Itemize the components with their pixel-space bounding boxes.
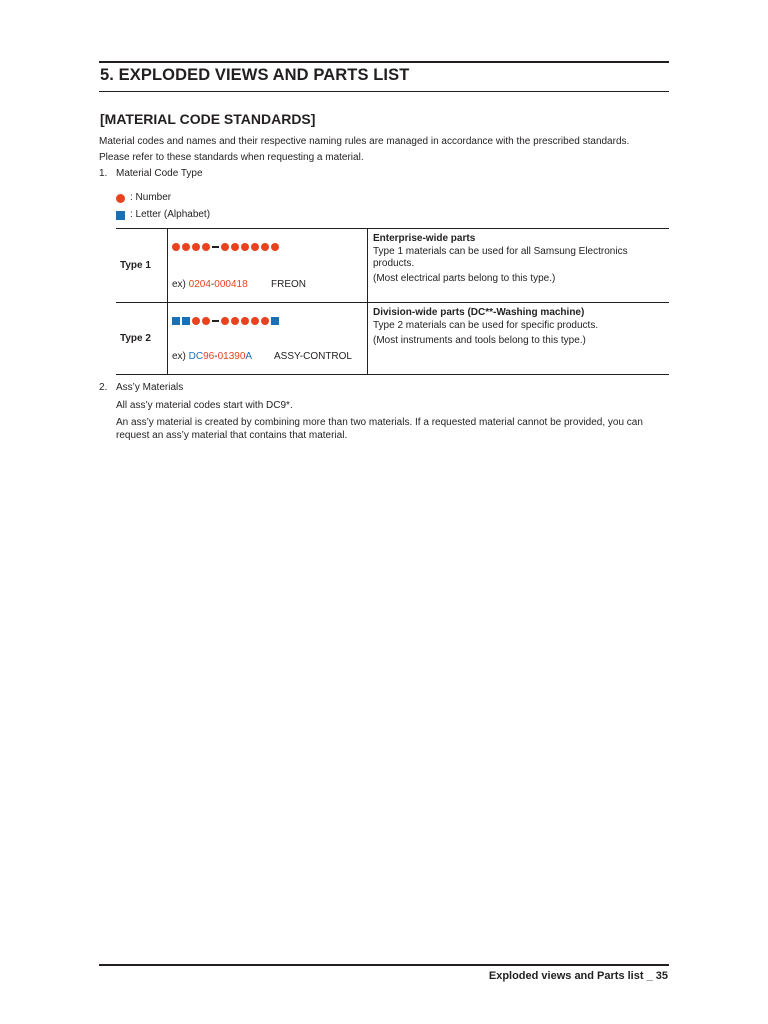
example-prefix: ex) — [172, 351, 189, 362]
type2-code-cell — [168, 303, 368, 375]
number-dot-icon — [271, 243, 279, 251]
type1-example-name: FREON — [271, 279, 306, 290]
example-code-part: 000418 — [214, 279, 248, 290]
chapter-title: 5. EXPLODED VIEWS AND PARTS LIST — [100, 66, 410, 84]
header-bottom-rule — [99, 91, 669, 92]
list-label: Material Code Type — [116, 168, 203, 179]
type1-example — [172, 279, 306, 290]
square-icon — [116, 211, 125, 220]
number-dot-icon — [241, 243, 249, 251]
number-dot-icon — [221, 317, 229, 325]
type2-example-code — [189, 351, 252, 362]
number-dot-icon — [182, 243, 190, 251]
type1-desc-line-2: (Most electrical parts belong to this type.) — [373, 273, 556, 284]
intro-line-2: Please refer to these standards when requesting a material. — [99, 152, 364, 163]
type1-label: Type 1 — [116, 229, 168, 303]
number-dot-icon — [221, 243, 229, 251]
number-dot-icon — [261, 243, 269, 251]
table-row-type1 — [116, 229, 669, 303]
number-dot-icon — [231, 317, 239, 325]
list-label: Ass’y Materials — [116, 382, 184, 393]
list-number: 2. — [99, 382, 108, 393]
number-dot-icon — [202, 243, 210, 251]
type2-code-pattern — [172, 315, 367, 327]
type2-description — [368, 303, 670, 375]
example-code-part: 01390 — [217, 351, 246, 362]
example-code-part: - — [210, 279, 215, 290]
number-dot-icon — [202, 317, 210, 325]
number-dot-icon — [241, 317, 249, 325]
type2-example-name: ASSY-CONTROL — [274, 351, 352, 362]
number-dot-icon — [251, 243, 259, 251]
number-dot-icon — [192, 243, 200, 251]
letter-square-icon — [182, 317, 190, 325]
section-title: [MATERIAL CODE STANDARDS] — [100, 111, 316, 127]
type2-label: Type 2 — [116, 303, 168, 375]
type1-example-code — [189, 279, 248, 290]
list-item-assy-materials — [99, 381, 183, 395]
example-prefix: ex) — [172, 279, 189, 290]
example-code-part: 96 — [203, 351, 215, 362]
list-number: 1. — [99, 168, 108, 179]
number-dot-icon — [192, 317, 200, 325]
legend-letter — [116, 208, 210, 222]
letter-square-icon — [271, 317, 279, 325]
material-code-table — [116, 228, 669, 375]
type2-desc-line-2: (Most instruments and tools belong to this type.) — [373, 335, 586, 346]
assy-line-1: All ass’y material codes start with DC9*. — [116, 400, 293, 411]
type1-desc-line-1: Type 1 materials can be used for all Samsung Electronics products. — [373, 246, 628, 269]
type2-example — [172, 351, 352, 362]
letter-square-icon — [172, 317, 180, 325]
number-dot-icon — [172, 243, 180, 251]
type1-code-pattern — [172, 241, 367, 253]
dash-separator — [212, 246, 219, 248]
footer-rule — [99, 964, 669, 966]
type1-description — [368, 229, 670, 303]
type1-code-cell — [168, 229, 368, 303]
legend-letter-label: : Letter (Alphabet) — [130, 209, 211, 220]
example-code-part: A — [245, 351, 253, 362]
number-dot-icon — [251, 317, 259, 325]
type1-desc-title: Enterprise-wide parts — [373, 233, 476, 244]
legend-number — [116, 191, 171, 205]
example-code-part: DC — [188, 351, 204, 362]
header-top-rule — [99, 61, 669, 63]
table-row-type2 — [116, 303, 669, 375]
circle-icon — [116, 194, 125, 203]
legend-number-label: : Number — [130, 192, 172, 203]
assy-line-2: An ass’y material is created by combining more than two materials. If a requested material cannot be provided, you can request an ass’y material that contains that material. — [116, 417, 643, 441]
example-code-part: - — [214, 351, 218, 362]
number-dot-icon — [261, 317, 269, 325]
dash-separator — [212, 320, 219, 322]
number-dot-icon — [231, 243, 239, 251]
example-code-part: 0204 — [188, 279, 211, 290]
type2-desc-title: Division-wide parts (DC**-Washing machine) — [373, 307, 585, 318]
list-item-material-code-type — [99, 167, 203, 181]
type2-desc-line-1: Type 2 materials can be used for specific products. — [373, 320, 599, 331]
page-footer: Exploded views and Parts list _ 35 — [488, 970, 668, 982]
intro-line-1: Material codes and names and their respective naming rules are managed in accordance with the prescribed standards. — [99, 136, 630, 147]
